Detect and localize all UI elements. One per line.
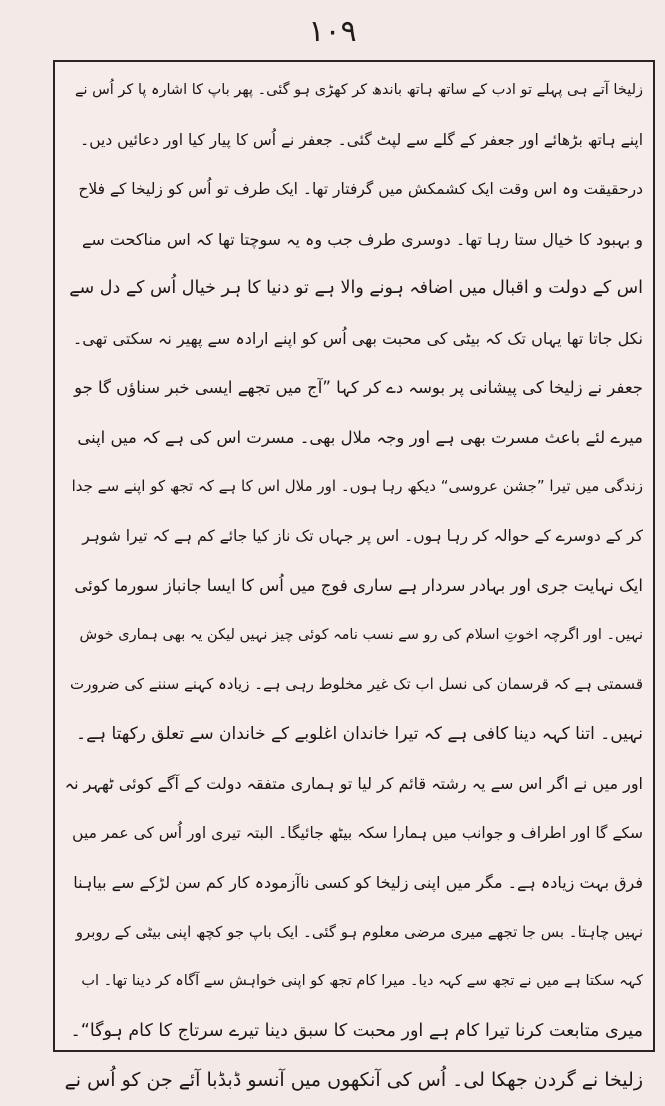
text-line: میری متابعت کرنا تیرا کام ہے اور محبت کا سبق دینا تیرے سرتاج کا کام ہوگا“۔: [70, 1020, 643, 1041]
text-line: و بہبود کا خیال ستا رہا تھا۔ دوسری طرف جب وہ یہ سوچتا تھا کہ اس مناکحت سے: [81, 229, 643, 249]
text-line: اور میں نے اگر اس سے یہ رشتہ قائم کر لیا تو ہماری متفقہ دولت کے آگے کوئی ٹھہر نہ: [64, 774, 643, 793]
text-line: میرے لئے باعث مسرت بھی ہے اور وجہ ملال بھی۔ مسرت اس کی ہے کہ میں اپنی: [77, 427, 643, 447]
text-line: فرق بہت زیادہ ہے۔ مگر میں اپنی زلیخا کو کسی ناآزمودہ کار کم سن لڑکے سے بیاہنا: [73, 873, 643, 892]
page-number: ۱۰۹: [308, 14, 357, 49]
text-line: اس کے دولت و اقبال میں اضافہ ہونے والا ہے تو دنیا کا ہر خیال اُس کے دل سے: [69, 278, 643, 298]
text-body: [64, 66, 643, 1091]
text-frame: [53, 60, 655, 1091]
text-line: درحقیقت وہ اس وقت ایک کشمکش میں گرفتار تھا۔ ایک طرف تو اُس کو زلیخا کے فلاح: [78, 180, 643, 198]
text-line: زندگی میں تیرا ”جشن عروسی“ دیکھ رہا ہوں۔ اور ملال اس کا ہے کہ تجھ کو اپنے سے جدا: [71, 477, 643, 495]
text-line: نہیں۔ اور اگرچہ اخوتِ اسلام کی رو سے نسب نامہ کوئی چیز نہیں لیکن یہ بھی ہماری خوش: [79, 626, 643, 643]
text-line: ایک نہایت جری اور بہادر سردار ہے ساری فوج میں اُس کا ایسا جانباز سورما کوئی: [74, 576, 643, 595]
text-line: زلیخا نے گردن جھکا لی۔ اُس کی آنکھوں میں آنسو ڈبڈبا آئے جن کو اُس نے: [64, 1069, 643, 1091]
text-line: جعفر نے زلیخا کی پیشانی پر بوسہ دے کر کہا ”آج میں تجھے ایسی خبر سناؤں گا جو: [74, 378, 643, 397]
text-line: قسمتی ہے کہ قرسمان کی نسل اب تک غیر مخلوط رہی ہے۔ زیادہ کہنے سننے کی ضرورت: [69, 675, 643, 693]
text-line: نہیں چاہتا۔ بس جا تجھے میری مرضی معلوم ہو گئی۔ ایک باپ جو کچھ اپنی بیٹی کے روبرو: [75, 922, 643, 941]
text-line: کہہ سکتا ہے میں نے تجھ سے کہہ دیا۔ میرا کام تجھ کو اپنی خواہش سے آگاہ کر دینا تھا۔ اب: [81, 973, 643, 989]
text-line: زلیخا آتے ہی پہلے تو ادب کے ساتھ ہاتھ باندھ کر کھڑی ہو گئی۔ پھر باپ کا اشارہ پا کر اُس نے: [74, 82, 643, 98]
text-line: سکے گا اور اطراف و جوانب میں ہمارا سکہ بیٹھ جائیگا۔ البتہ تیری اور اُس کی عمر میں: [72, 823, 643, 842]
text-line: اپنے ہاتھ بڑھائے اور جعفر کے گلے سے لپٹ گئی۔ جعفر نے اُس کا پیار کیا اور دعائیں دیں۔: [80, 130, 643, 149]
text-line: نکل جاتا تھا یہاں تک کہ بیٹی کی محبت بھی اُس کو اپنے ارادہ سے پھیر نہ سکتی تھی۔: [72, 328, 643, 348]
text-line: کر کے دوسرے کے حوالہ کر رہا ہوں۔ اس پر جہاں تک ناز کیا جائے کم ہے کہ تیرا شوہر: [82, 526, 643, 545]
text-line: نہیں۔ اتنا کہہ دینا کافی ہے کہ تیرا خاندان اغلوبے کے خاندان سے تعلق رکھتا ہے۔: [76, 723, 643, 744]
